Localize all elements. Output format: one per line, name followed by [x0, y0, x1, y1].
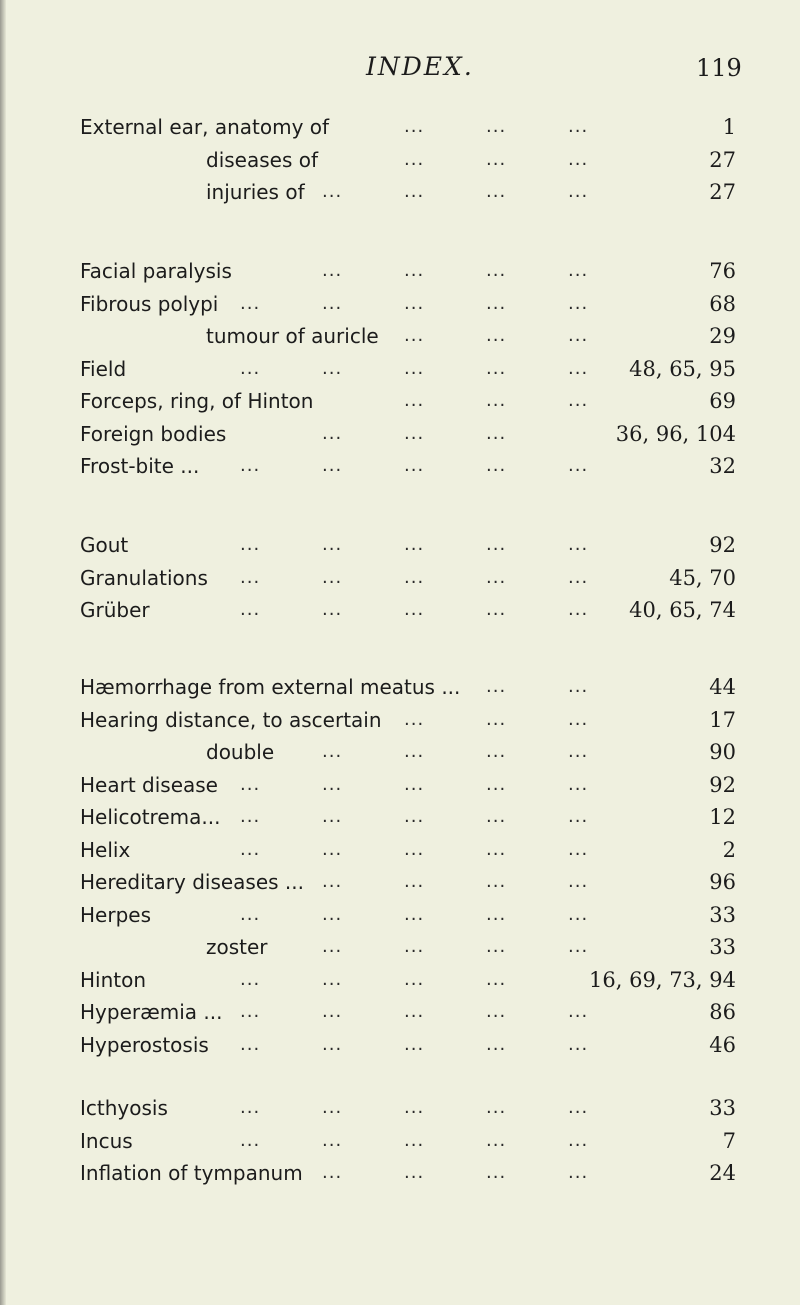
index-pages: 27	[709, 147, 736, 172]
index-term: Hyperostosis	[80, 1032, 209, 1057]
index-term: zoster	[206, 935, 268, 959]
index-term: Hæmorrhage from external meatus ...	[80, 675, 461, 699]
index-entry: Field 48, 65, 95 ... ... ... ... ...	[0, 354, 800, 387]
index-term: Helix	[80, 837, 131, 862]
index-entry: diseases of 27 ... ... ...	[0, 145, 800, 178]
index-pages: 96	[709, 870, 736, 894]
index-entry: Frost-bite ... 32 ... ... ... ... ...	[0, 451, 800, 484]
index-entry: Granulations 45, 70 ... ... ... ... ...	[0, 563, 800, 596]
index-term: Herpes	[80, 902, 151, 927]
index-term: External ear, anatomy of	[80, 115, 330, 139]
index-entry: Foreign bodies 36, 96, 104 ... ... ...	[0, 419, 800, 452]
index-pages: 17	[709, 707, 736, 732]
index-pages: 69	[709, 389, 736, 413]
index-term: Granulations	[80, 565, 208, 590]
index-entry: Heart disease 92 ... ... ... ... ...	[0, 770, 800, 803]
index-term: Icthyosis	[80, 1096, 168, 1120]
index-entry: Hinton 16, 69, 73, 94 ... ... ... ...	[0, 965, 800, 998]
index-term: Fibrous polypi	[80, 291, 219, 316]
index-term: Heart disease	[80, 772, 218, 797]
index-term: Hereditary diseases ...	[80, 870, 305, 894]
index-entry: Hyperæmia ... 86 ... ... ... ... ...	[0, 997, 800, 1030]
index-term: Hearing distance, to ascertain	[80, 707, 382, 732]
index-entry: Hearing distance, to ascertain 17 ... ... ...	[0, 705, 800, 738]
index-entry: Forceps, ring, of Hinton 69 ... ... ...	[0, 386, 800, 419]
index-term: injuries of	[206, 180, 305, 204]
index-term: diseases of	[206, 147, 319, 172]
index-entry: Incus 7 ... ... ... ... ...	[0, 1126, 800, 1159]
index-pages: 90	[709, 740, 736, 764]
index-pages: 33	[709, 935, 736, 959]
index-entry: tumour of auricle 29 ... ... ...	[0, 321, 800, 354]
index-pages: 44	[709, 675, 736, 699]
index-entry: Gout 92 ... ... ... ... ...	[0, 530, 800, 563]
index-pages: 68	[709, 291, 736, 316]
index-group	[0, 672, 800, 1062]
index-entry: Fibrous polypi 68 ... ... ... ... ...	[0, 289, 800, 322]
index-group	[0, 112, 800, 210]
index-term: tumour of auricle	[206, 324, 379, 348]
index-term: Grüber	[80, 598, 150, 622]
index-pages: 86	[709, 1000, 736, 1024]
index-entry: zoster 33 ... ... ... ...	[0, 932, 800, 965]
index-group	[0, 530, 800, 628]
index-pages: 48, 65, 95	[629, 356, 736, 381]
index-pages: 40, 65, 74	[629, 598, 736, 622]
index-pages: 1	[722, 115, 736, 139]
index-pages: 46	[709, 1032, 736, 1057]
index-pages: 92	[709, 533, 736, 557]
index-entry: Hæmorrhage from external meatus ... 44 ... ...	[0, 672, 800, 705]
page-number: 119	[696, 54, 742, 82]
index-pages: 24	[709, 1161, 736, 1185]
index-pages: 76	[709, 259, 736, 283]
index-term: Facial paralysis	[80, 259, 232, 283]
index-pages: 27	[709, 180, 736, 204]
index-entry: Herpes 33 ... ... ... ... ...	[0, 900, 800, 933]
index-term: Hyperæmia ...	[80, 1000, 223, 1024]
index-entry: Icthyosis 33 ... ... ... ... ...	[0, 1093, 800, 1126]
index-term: Inflation of tympanum	[80, 1161, 303, 1185]
index-entry: Grüber 40, 65, 74 ... ... ... ... ...	[0, 595, 800, 628]
index-entry: Hyperostosis 46 ... ... ... ... ...	[0, 1030, 800, 1063]
index-pages: 33	[709, 902, 736, 927]
page-header	[0, 52, 800, 92]
index-pages: 29	[709, 324, 736, 348]
index-pages: 16, 69, 73, 94	[589, 967, 736, 992]
index-term: double	[206, 740, 275, 764]
index-pages: 45, 70	[669, 565, 736, 590]
index-group	[0, 256, 800, 484]
index-pages: 7	[722, 1128, 736, 1153]
index-entry: Hereditary diseases ... 96 ... ... ... ...	[0, 867, 800, 900]
index-term: Frost-bite ...	[80, 454, 200, 478]
index-entry: External ear, anatomy of 1 ... ... ...	[0, 112, 800, 145]
index-pages: 33	[709, 1096, 736, 1120]
index-term: Foreign bodies	[80, 421, 227, 446]
index-term: Hinton	[80, 967, 147, 992]
index-entry: Helix 2 ... ... ... ... ...	[0, 835, 800, 868]
index-term: Field	[80, 356, 127, 381]
index-entry: Facial paralysis 76 ... ... ... ...	[0, 256, 800, 289]
index-entry: injuries of 27 ... ... ... ...	[0, 177, 800, 210]
index-term: Incus	[80, 1128, 133, 1153]
page-title: INDEX.	[366, 52, 474, 81]
index-group	[0, 1093, 800, 1191]
index-pages: 36, 96, 104	[615, 421, 736, 446]
index-term: Forceps, ring, of Hinton	[80, 389, 314, 413]
index-pages: 2	[722, 837, 736, 862]
index-entry: Helicotrema... 12 ... ... ... ... ...	[0, 802, 800, 835]
index-entry: double 90 ... ... ... ...	[0, 737, 800, 770]
index-entry: Inflation of tympanum 24 ... ... ... ...	[0, 1158, 800, 1191]
index-pages: 32	[709, 454, 736, 478]
index-term: Gout	[80, 533, 129, 557]
index-pages: 92	[709, 772, 736, 797]
index-pages: 12	[709, 805, 736, 829]
index-term: Helicotrema...	[80, 805, 221, 829]
